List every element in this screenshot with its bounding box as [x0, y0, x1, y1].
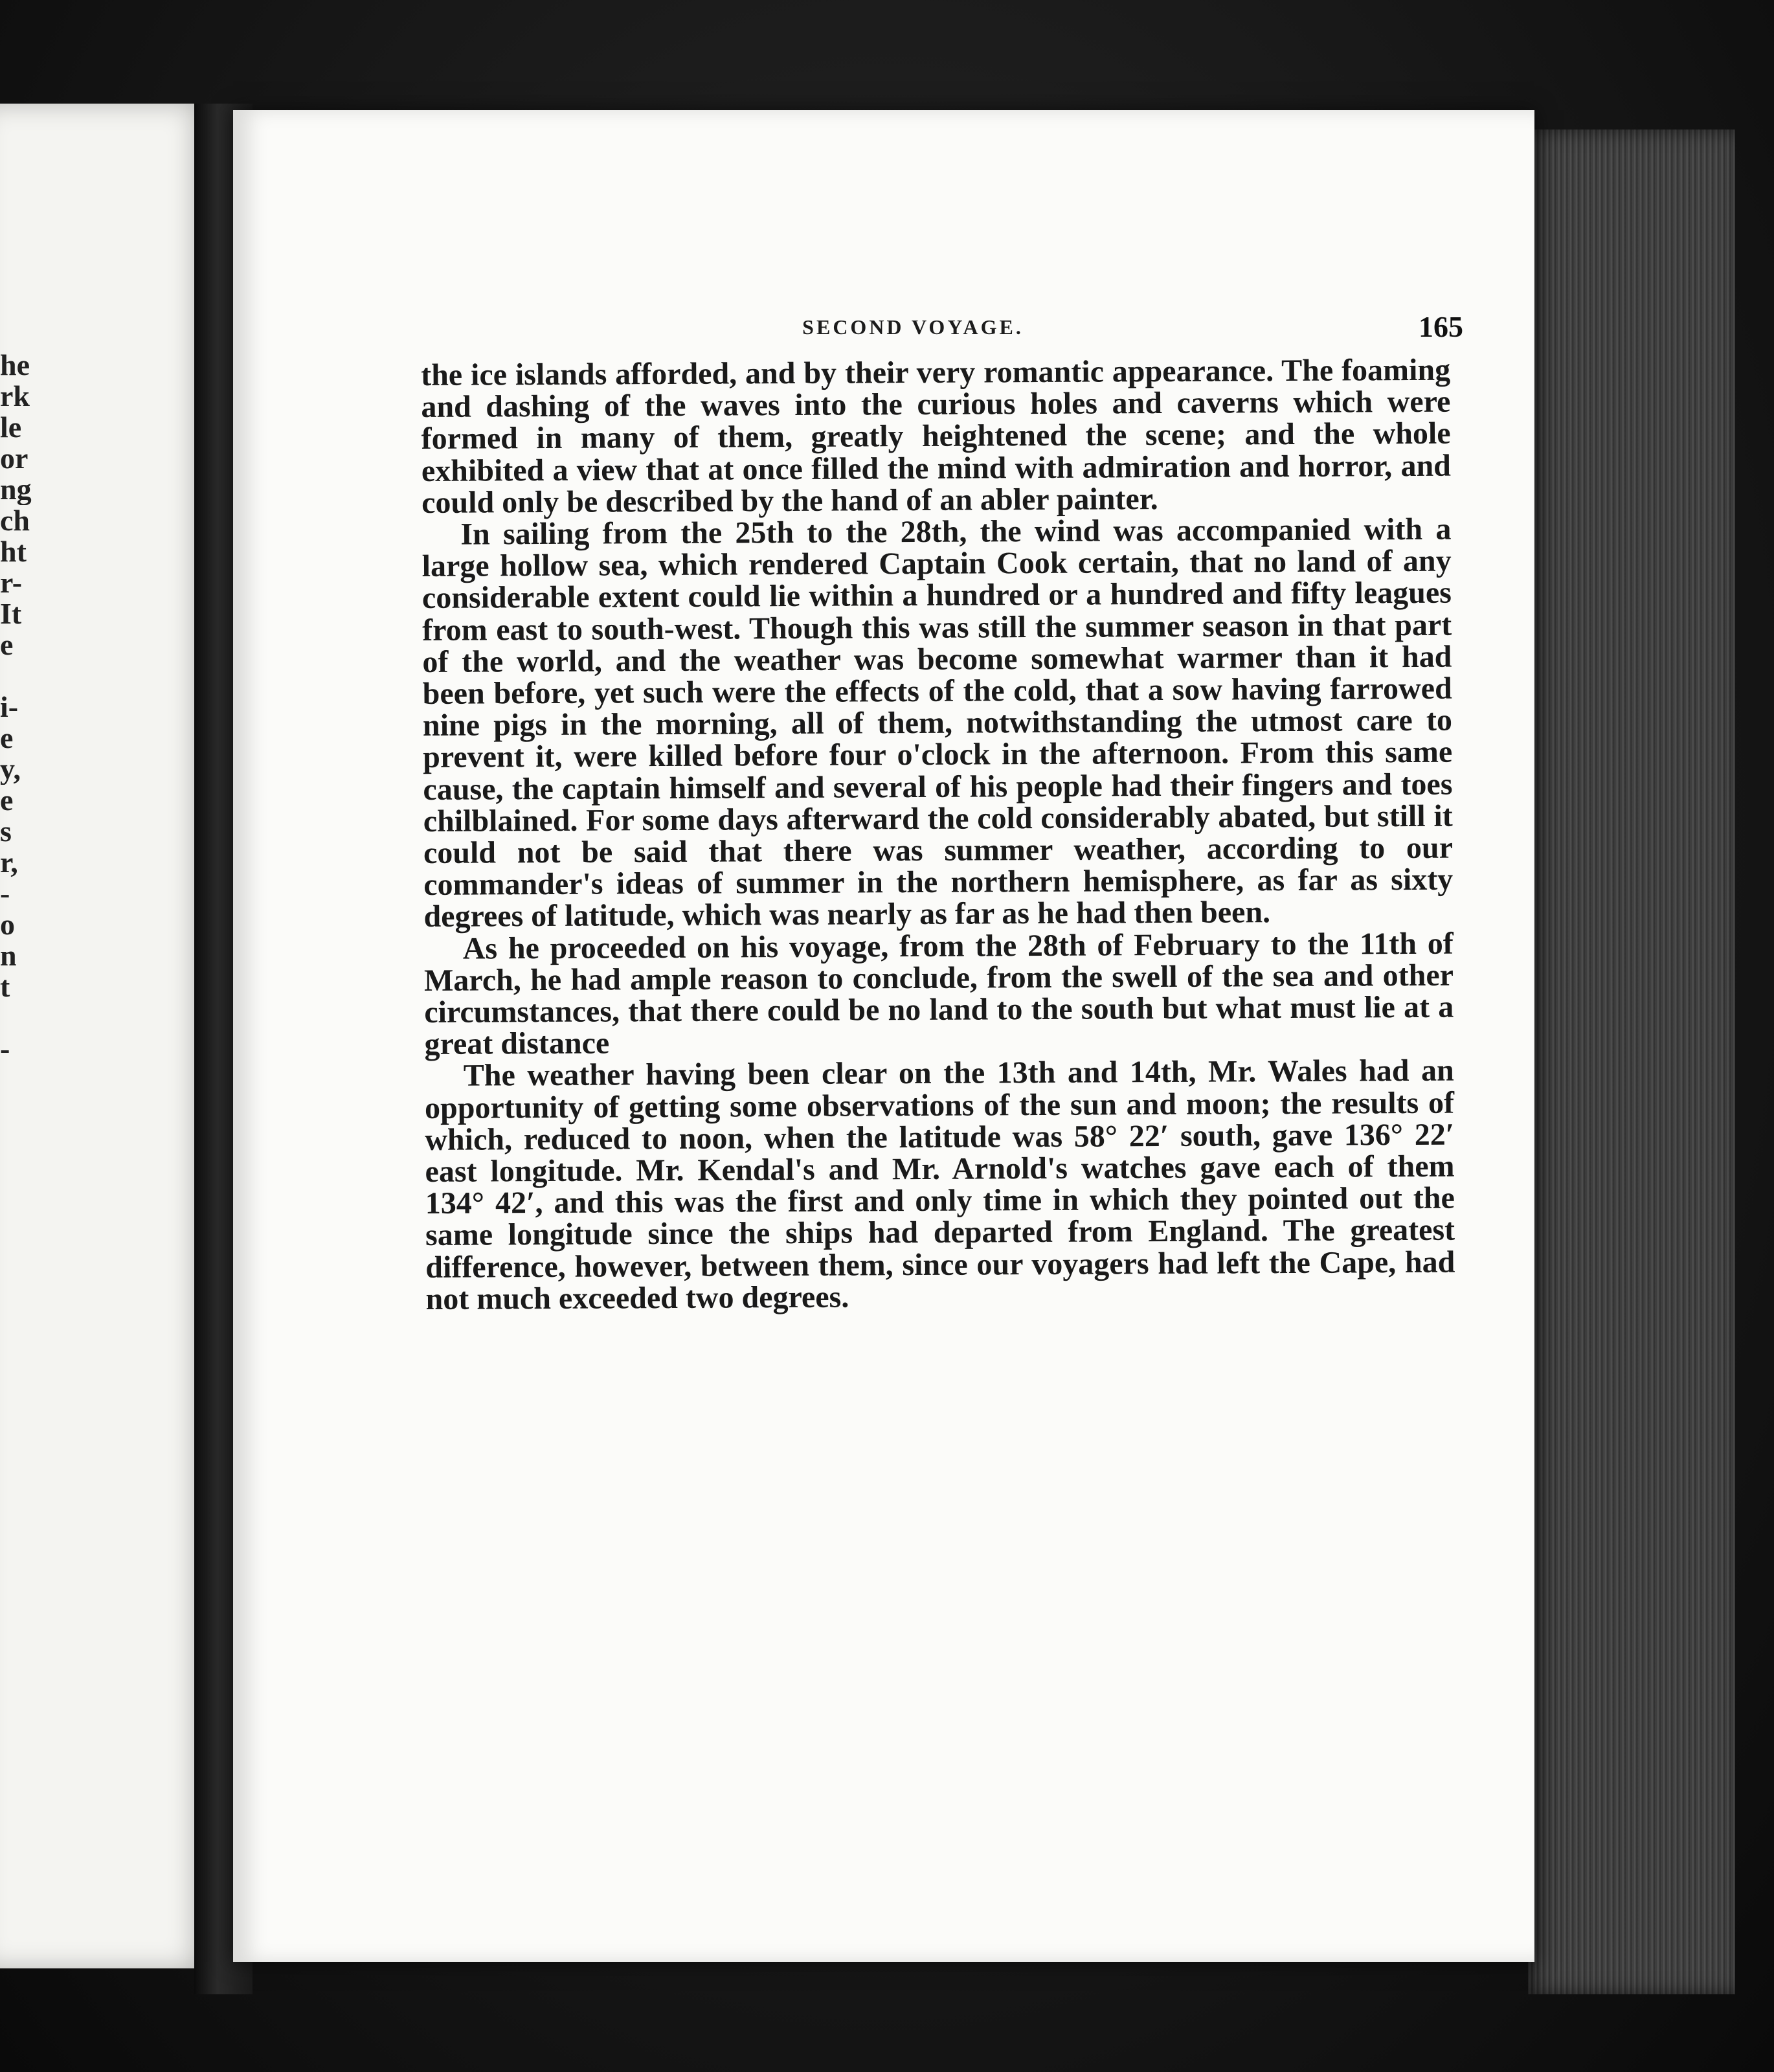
left-fragment: t [0, 971, 10, 1002]
left-fragment: - [0, 878, 10, 909]
page-number: 165 [1419, 310, 1463, 343]
left-fragment: e [0, 629, 14, 660]
left-fragment [0, 1002, 39, 1033]
left-fragment: y, [0, 754, 21, 785]
paragraph: In sailing from the 25th to the 28th, the wind was accompanied with a large hollow sea, which rendered Captain Cook certain, that no land of any considerable extent could lie within a hundred or a hundred and fifty leagues from east to south-west. Though this was still the summer season in that part of the world, and the weather was become somewhat warmer than it had been before, yet such were the effects of the cold, that a sow having farrowed nine pigs in the morning, all of them, notwithstanding the utmost care to prevent it, were killed before four o'clock in the afternoon. From this same cause, the captain himself and several of his people had their fingers and toes chilblained. For some days afterward the cold considerably abated, but still it could not be said that there was summer weather, according to our commander's ideas of summer in the northern hemisphere, as far as sixty degrees of latitude, which was nearly as far as he had then been. [421, 512, 1454, 934]
left-fragment: s [0, 816, 12, 847]
left-fragment: le [0, 412, 22, 443]
left-fragment: r- [0, 567, 23, 598]
left-fragment: o [0, 909, 15, 940]
paragraph: As he proceeded on his voyage, from the 28th of February to the 11th of March, he had ample reason to conclude, from the swell of the sea and other circumstances, that there could be no land to the south but what must lie at a great distance [423, 926, 1454, 1062]
body-text [421, 354, 1455, 1315]
paragraph: the ice islands afforded, and by their very romantic appearance. The foaming and dashing of the waves into the curious holes and caverns which were formed in many of them, greatly heightened the scene; and the whole exhibited a view that at once filled the mind with admiration and horror, and could only be described by the hand of an abler painter. [420, 352, 1452, 520]
left-fragment: ch [0, 505, 30, 536]
left-fragment: i- [0, 692, 19, 723]
left-fragment: rk [0, 381, 30, 412]
left-fragment: n [0, 940, 17, 971]
left-fragment: e [0, 723, 14, 754]
running-head [427, 304, 1463, 350]
left-fragment: or [0, 443, 28, 474]
left-fragment: ht [0, 536, 27, 567]
left-fragment: e [0, 785, 14, 816]
left-fragment: r, [0, 847, 18, 878]
page-block-edge [1528, 130, 1735, 1994]
left-page-text-fragments [0, 350, 39, 1064]
left-fragment: ng [0, 474, 32, 505]
left-fragment: he [0, 350, 30, 381]
paragraph: The weather having been clear on the 13th and 14th, Mr. Wales had an opportunity of getting some observations of the sun and moon; the results of which, reduced to noon, when the latitude was 58° 22′ south, gave 136° 22′ east longitude. Mr. Kendal's and Mr. Arnold's watches gave each of them 134° 42′, and this was the first and only time in which they pointed out the same longitude since the ships had departed from England. The greatest difference, however, between them, since our voyagers had left the Cape, had not much exceeded two degrees. [424, 1053, 1455, 1316]
right-page [233, 110, 1534, 1962]
left-fragment: - [0, 1033, 10, 1064]
left-fragment [0, 660, 39, 692]
running-title: SECOND VOYAGE. [802, 315, 1024, 339]
left-fragment: It [0, 598, 22, 629]
left-page [0, 104, 214, 1968]
